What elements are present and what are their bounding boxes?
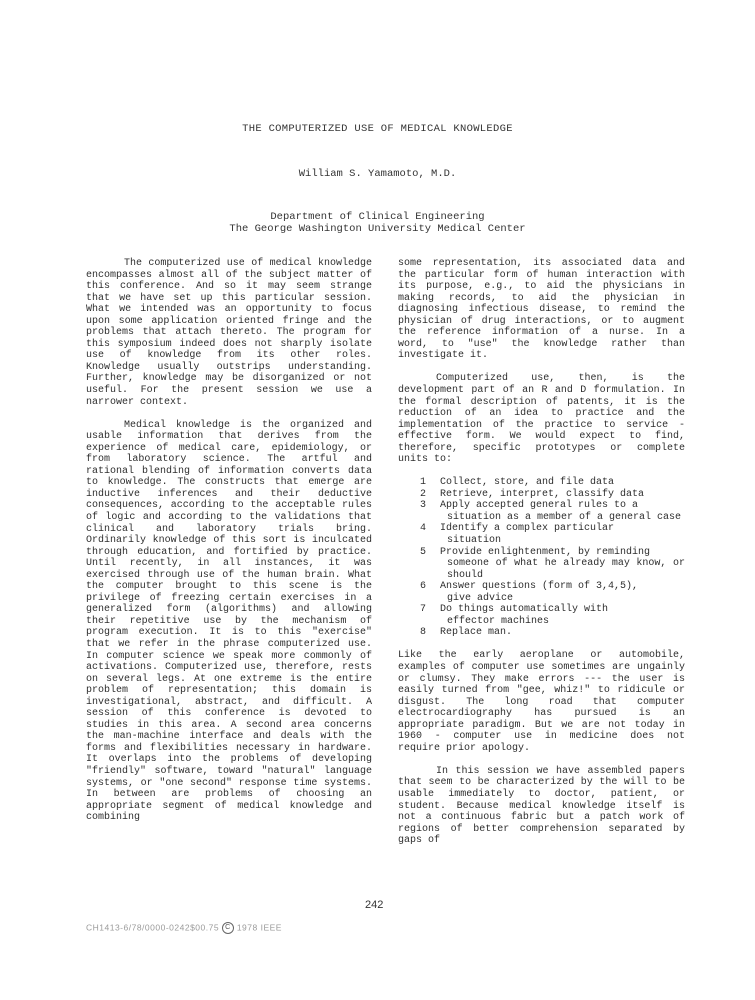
list-number: 5 [420,546,427,558]
list-text-continued: situation as a member of a general case [447,511,682,523]
list-number: 1 [420,477,427,489]
publication-footer [86,922,282,934]
list-item [398,500,685,523]
right-column [398,258,685,847]
body-paragraph: Computerized use, then, is the development part of an R and D formulation. In the formal description of patents, it is the reduction of an idea to practice and the implementation of the practice to service - effective form. We would expect to find, therefore, specific prototypes or complete units to: [398,373,685,466]
list-text: Apply accepted general rules to a [440,500,639,512]
page-number: 242 [365,899,384,911]
list-text-continued: effector machines [447,615,550,627]
affiliation [0,211,755,235]
list-text-continued: someone of what he already may know, or should [447,558,685,581]
list-item [398,604,685,627]
list-text: Collect, store, and file data [440,477,615,489]
list-text: Replace man. [440,627,513,639]
list-number: 4 [420,523,427,535]
left-column [86,258,372,824]
list-text: Retrieve, interpret, classify data [440,488,645,500]
body-paragraph: some representation, its associated data and the particular form of human interaction with its purpose, e.g., to aid the physicians in making records, to aid the physician in diagnosing infectious disease, to remind the physician of drug interactions, or to augment the reference information of a nurse. In a word, to "use" the knowledge rather than investigate it. [398,258,685,362]
list-text: Do things automatically with [440,604,609,616]
institution: The George Washington University Medical Center [229,223,526,235]
list-text-continued: situation [447,535,502,547]
list-item [398,477,685,489]
copyright-text: 1978 IEEE [236,922,282,933]
department: Department of Clinical Engineering [270,211,485,223]
paper-title: THE COMPUTERIZED USE OF MEDICAL KNOWLEDGE [242,123,513,135]
body-paragraph: Medical knowledge is the organized and usable information that derives from the experience of medical care, epidemiology, or from laboratory science. The artful and rational blending of information converts data to knowledge. The constructs that emerge are inductive inferences and their deductive consequences, according to the acceptable rules of logic and according to the validations that clinical and laboratory trials bring. Ordinarily knowledge of this sort is inculcated through education, and fortified by practice. Until recently, in all instances, it was exercised through use of the human brain. What the computer brought to this scene is the privilege of freezing certain exercises in a generalized form (algorithms) and allowing their repetitive use by the mechanism of program execution. It is to this "exercise" that we refer in the phrase computerized use. In computer science we speak more commonly of activations. Computerized use, therefore, rests on several legs. At one extreme is the entire problem of representation; this domain is investigational, abstract, and difficult. A session of this conference is devoted to studies in this area. A second area concerns the man-machine interface and deals with the forms and flexibilities necessary in hardware. It overlaps into the problems of developing "friendly" software, toward "natural" language systems, or "one second" response time systems. In between are problems of choosing an appropriate segment of medical knowledge and combining [86,419,372,824]
body-paragraph: The computerized use of medical knowledge encompasses almost all of the subject matter of this conference. And so it may seem strange that we have set up this particular session. What we intended was an opportunity to focus upon some application oriented fringe and the problems that attach thereto. The program for this symposium indeed does not sharply isolate use of knowledge from its other roles. Knowledge usually outstrips understanding. Further, knowledge may be disorganized or not useful. For the present session we use a narrower context. [86,258,372,408]
list-item [398,627,685,639]
list-number: 6 [420,581,427,593]
list-number: 2 [420,488,427,500]
list-item [398,523,685,546]
capabilities-list [398,477,685,639]
list-text-continued: give advice [447,592,514,604]
list-item [398,581,685,604]
list-item [398,489,685,501]
publication-code: CH1413-6/78/0000-0242$00.75 [86,922,220,933]
body-paragraph: In this session we have assembled papers that seem to be characterized by the will to be usable immediately to doctor, patient, or student. Because medical knowledge itself is not a continuous fabric but a patch work of regions of better comprehension separated by gaps of [398,765,685,847]
list-number: 3 [420,500,427,512]
copyright-icon: C [222,922,234,934]
list-item [398,547,685,582]
body-paragraph: Like the early aeroplane or automobile, examples of computer use sometimes are ungainly or clumsy. They make errors --- the user is easily turned from "gee, whiz!" to ridicule or disgust. The long road that computer electrocardiography has pursued is an appropriate paradigm. But we are not today in 1960 - computer use in medicine does not require prior apology. [398,650,685,754]
author-name: William S. Yamamoto, M.D. [298,168,457,180]
list-text: Answer questions (form of 3,4,5), [440,581,639,593]
list-text: Provide enlightenment, by reminding [440,546,651,558]
list-text: Identify a complex particular [440,523,615,535]
list-number: 7 [420,604,427,616]
list-number: 8 [420,627,427,639]
